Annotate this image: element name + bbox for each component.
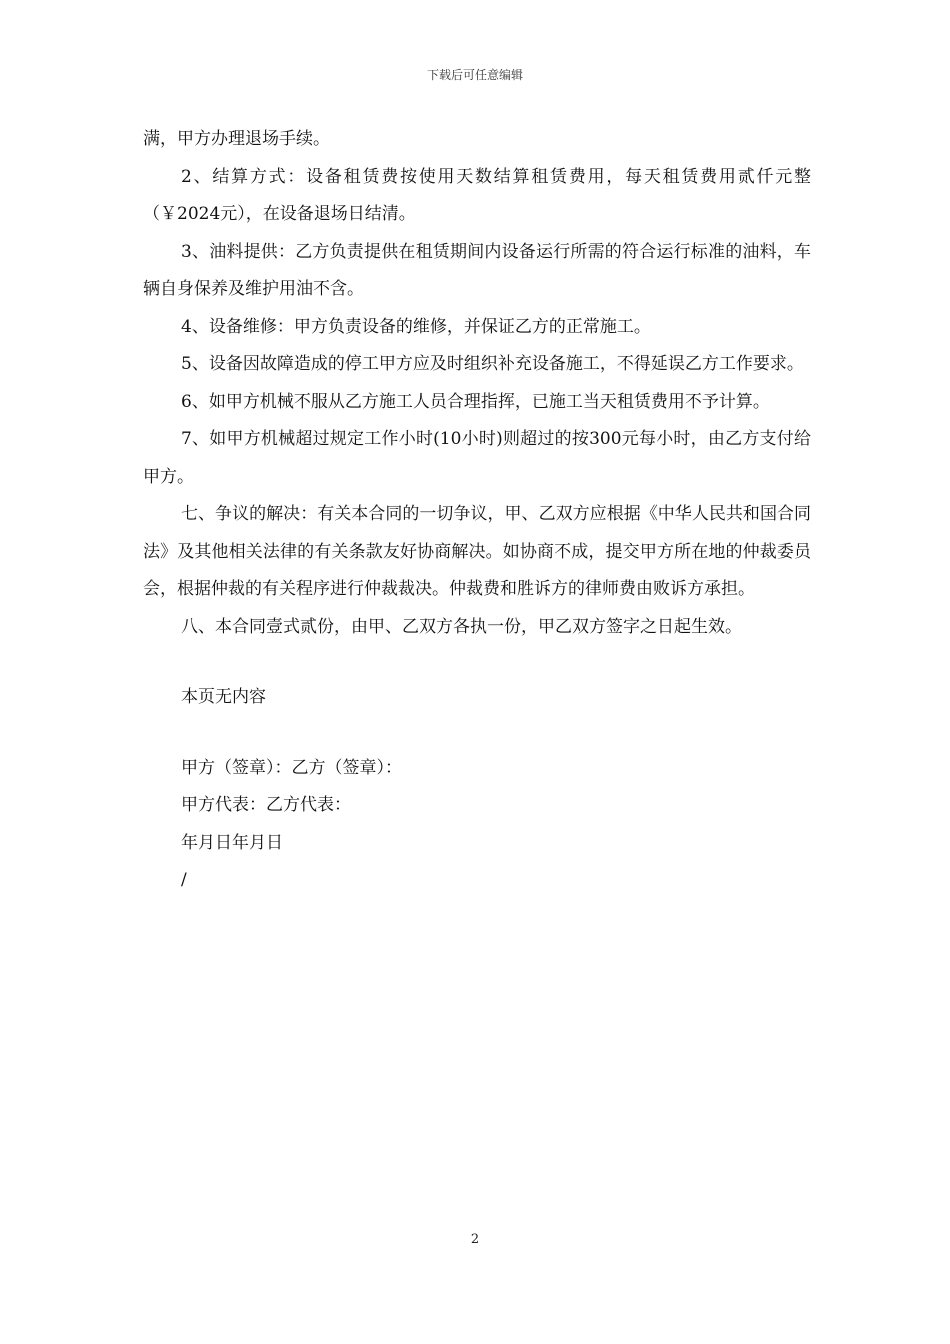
signature-seal-line: 甲方（签章）：乙方（签章）： [181,757,402,778]
spacer [143,717,811,750]
paragraph-3: 3、油料提供：乙方负责提供在租赁期间内设备运行所需的符合运行标准的油料，车辆自身保养及维护用油不含。 [143,241,811,299]
document-body [143,121,811,900]
paragraph-dispute: 七、争议的解决：有关本合同的一切争议，甲、乙双方应根据《中华人民共和国合同法》及其他相关法律的有关条款友好协商解决。如协商不成，提交甲方所在地的仲裁委员会，根据仲裁的有关程序进行仲裁裁决。仲裁费和胜诉方的律师费由败诉方承担。 [143,504,811,599]
paragraph-copies: 八、本合同壹式贰份，由甲、乙双方各执一份，甲乙双方签字之日起生效。 [181,616,742,637]
signature-slash: / [181,870,187,890]
spacer [143,646,811,679]
empty-note: 本页无内容 [181,687,266,707]
signature-representative-line: 甲方代表：乙方代表： [181,795,351,815]
paragraph-1: 满，甲方办理退场手续。 [143,129,330,149]
paragraph-2: 2、结算方式：设备租赁费按使用天数结算租赁费用，每天租赁费用贰仟元整（￥2024元），在设备退场日结清。 [143,166,811,224]
page-number: 2 [470,1232,480,1247]
paragraph-6: 6、如甲方机械不服从乙方施工人员合理指挥，已施工当天租赁费用不予计算。 [181,391,770,412]
paragraph-5: 5、设备因故障造成的停工甲方应及时组织补充设备施工，不得延误乙方工作要求。 [181,354,804,374]
page-header: 下载后可任意编辑 [426,68,523,82]
paragraph-4: 4、设备维修：甲方负责设备的维修，并保证乙方的正常施工。 [181,316,651,337]
signature-date-line: 年月日年月日 [181,832,283,853]
paragraph-7: 7、如甲方机械超过规定工作小时(10小时)则超过的按300元每小时，由乙方支付给甲方。 [143,429,811,487]
